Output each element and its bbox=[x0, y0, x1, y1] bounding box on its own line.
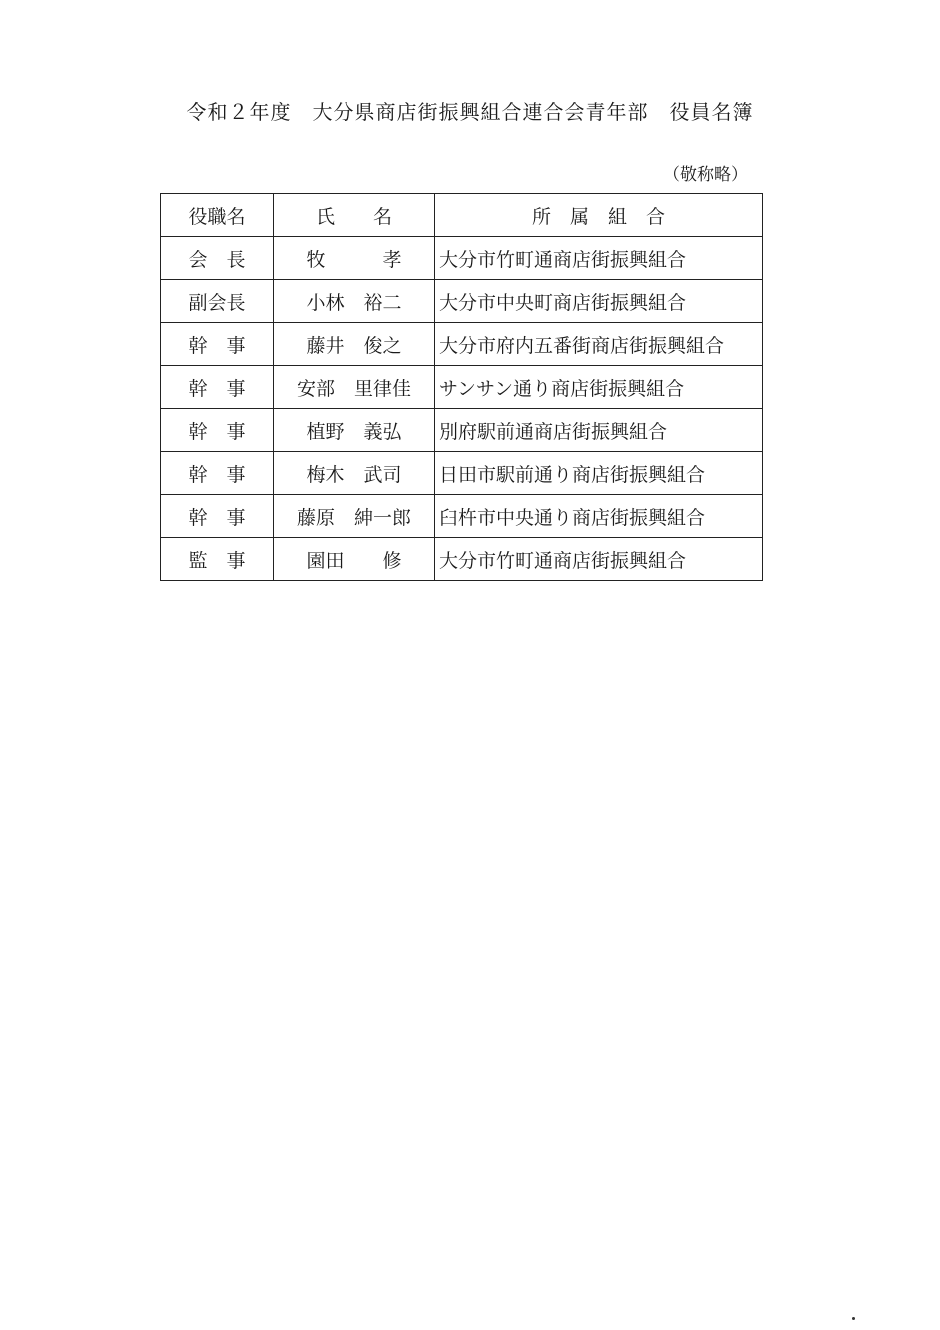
table-row bbox=[161, 495, 763, 538]
officer-organization: 大分市中央町商店街振興組合 bbox=[435, 280, 763, 323]
officer-title: 幹 事 bbox=[161, 495, 274, 538]
officer-title: 監 事 bbox=[161, 538, 274, 581]
officer-name: 植野 義弘 bbox=[274, 409, 435, 452]
officer-organization: 日田市駅前通り商店街振興組合 bbox=[435, 452, 763, 495]
officer-title: 幹 事 bbox=[161, 409, 274, 452]
scan-speck bbox=[852, 1317, 855, 1320]
table-row bbox=[161, 409, 763, 452]
officer-organization: 大分市竹町通商店街振興組合 bbox=[435, 237, 763, 280]
officer-name: 安部 里律佳 bbox=[274, 366, 435, 409]
officer-organization: サンサン通り商店街振興組合 bbox=[435, 366, 763, 409]
officer-organization: 大分市府内五番街商店街振興組合 bbox=[435, 323, 763, 366]
table-row bbox=[161, 280, 763, 323]
officer-name: 梅木 武司 bbox=[274, 452, 435, 495]
table-row bbox=[161, 366, 763, 409]
officer-title: 会 長 bbox=[161, 237, 274, 280]
officer-roster-table bbox=[160, 193, 763, 581]
officer-name: 藤原 紳一郎 bbox=[274, 495, 435, 538]
honorific-note: （敬称略） bbox=[663, 165, 748, 185]
officer-title: 幹 事 bbox=[161, 323, 274, 366]
officer-organization: 大分市竹町通商店街振興組合 bbox=[435, 538, 763, 581]
officer-name: 牧 孝 bbox=[274, 237, 435, 280]
table-row bbox=[161, 323, 763, 366]
column-header-organization: 所 属 組 合 bbox=[435, 194, 763, 237]
table-row bbox=[161, 452, 763, 495]
officer-name: 園田 修 bbox=[274, 538, 435, 581]
table-row bbox=[161, 538, 763, 581]
officer-name: 藤井 俊之 bbox=[274, 323, 435, 366]
table-row bbox=[161, 237, 763, 280]
column-header-title: 役職名 bbox=[161, 194, 274, 237]
table-header-row bbox=[161, 194, 763, 237]
officer-title: 幹 事 bbox=[161, 366, 274, 409]
officer-organization: 別府駅前通商店街振興組合 bbox=[435, 409, 763, 452]
officer-title: 副会長 bbox=[161, 280, 274, 323]
column-header-name: 氏 名 bbox=[274, 194, 435, 237]
officer-name: 小林 裕二 bbox=[274, 280, 435, 323]
document-title: 令和２年度 大分県商店街振興組合連合会青年部 役員名簿 bbox=[186, 100, 754, 124]
officer-organization: 臼杵市中央通り商店街振興組合 bbox=[435, 495, 763, 538]
officer-title: 幹 事 bbox=[161, 452, 274, 495]
